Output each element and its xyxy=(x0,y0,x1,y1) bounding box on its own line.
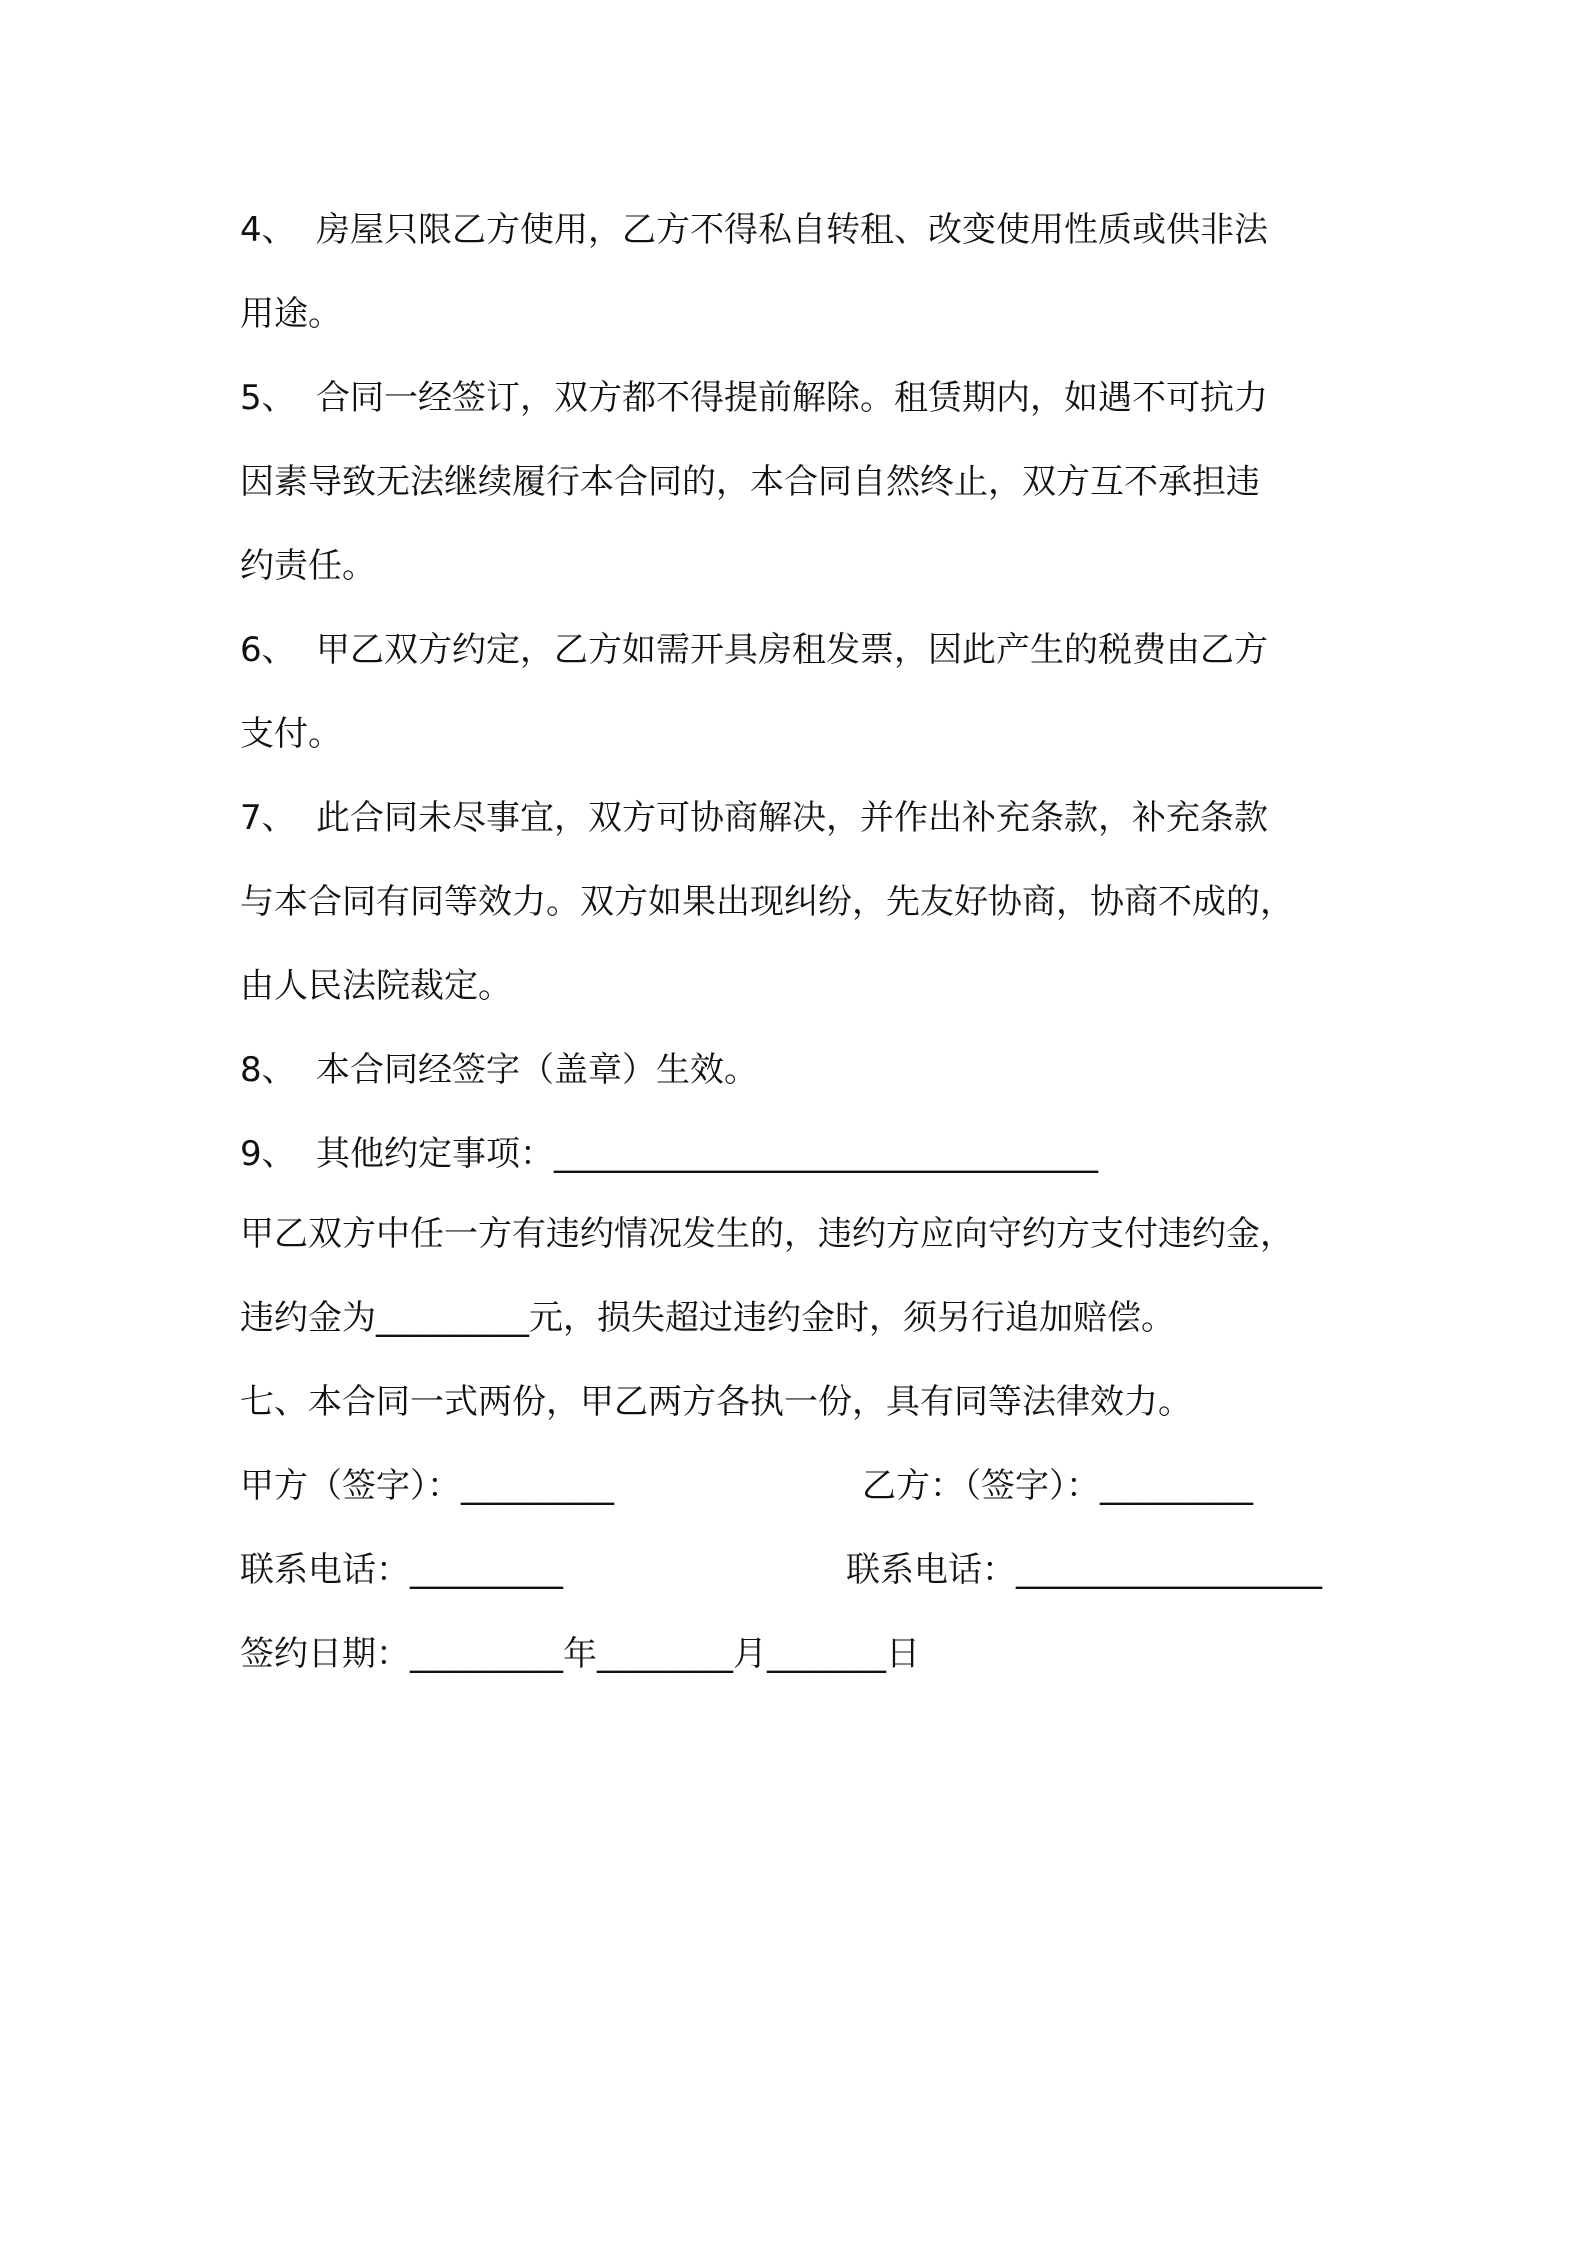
copies-clause: 七、本合同一式两份，甲乙两方各执一份，具有同等法律效力。 xyxy=(240,1382,1192,1422)
clause-9-line-1 xyxy=(240,1132,1098,1176)
clause-5-number: 5、 xyxy=(240,378,296,418)
clause-5-line-3: 约责任。 xyxy=(240,546,376,586)
clause-6-text: 甲乙双方约定，乙方如需开具房租发票，因此产生的税费由乙方 xyxy=(316,630,1268,670)
clause-4-line-1 xyxy=(240,208,1268,252)
clause-5-line-2: 因素导致无法继续履行本合同的，本合同自然终止，双方互不承担违 xyxy=(240,462,1260,502)
party-a-signature-line: 甲方（签字）：_________ xyxy=(240,1466,614,1506)
clause-5-line-1 xyxy=(240,376,1268,420)
party-a-phone-line: 联系电话：_________ xyxy=(240,1550,563,1590)
clause-9-text: 其他约定事项：________________________________ xyxy=(316,1134,1098,1174)
clause-8-line-1 xyxy=(240,1048,758,1092)
clause-4-text: 房屋只限乙方使用，乙方不得私自转租、改变使用性质或供非法 xyxy=(316,210,1268,250)
clause-7-number: 7、 xyxy=(240,798,296,838)
clause-8-number: 8、 xyxy=(240,1050,296,1090)
clause-6-line-1 xyxy=(240,628,1268,672)
clause-9-number: 9、 xyxy=(240,1134,296,1174)
clause-8-text: 本合同经签字（盖章）生效。 xyxy=(316,1050,758,1090)
party-b-signature-line: 乙方：（签字）：_________ xyxy=(862,1466,1253,1506)
clause-7-line-3: 由人民法院裁定。 xyxy=(240,966,512,1006)
clause-7-text: 此合同未尽事宜，双方可协商解决，并作出补充条款，补充条款 xyxy=(316,798,1268,838)
party-b-phone-line: 联系电话：__________________ xyxy=(846,1550,1322,1590)
clause-4-line-2: 用途。 xyxy=(240,294,342,334)
clause-7-line-2: 与本合同有同等效力。双方如果出现纠纷，先友好协商，协商不成的， xyxy=(240,882,1294,922)
clause-6-number: 6、 xyxy=(240,630,296,670)
clause-7-line-1 xyxy=(240,796,1268,840)
penalty-line-2: 违约金为_________元，损失超过违约金时，须另行追加赔偿。 xyxy=(240,1298,1175,1338)
penalty-line-1: 甲乙双方中任一方有违约情况发生的，违约方应向守约方支付违约金， xyxy=(240,1214,1294,1254)
clause-6-line-2: 支付。 xyxy=(240,714,342,754)
signing-date-line: 签约日期：_________年________月_______日 xyxy=(240,1634,920,1674)
clause-4-number: 4、 xyxy=(240,210,296,250)
clause-5-text: 合同一经签订，双方都不得提前解除。租赁期内，如遇不可抗力 xyxy=(316,378,1268,418)
